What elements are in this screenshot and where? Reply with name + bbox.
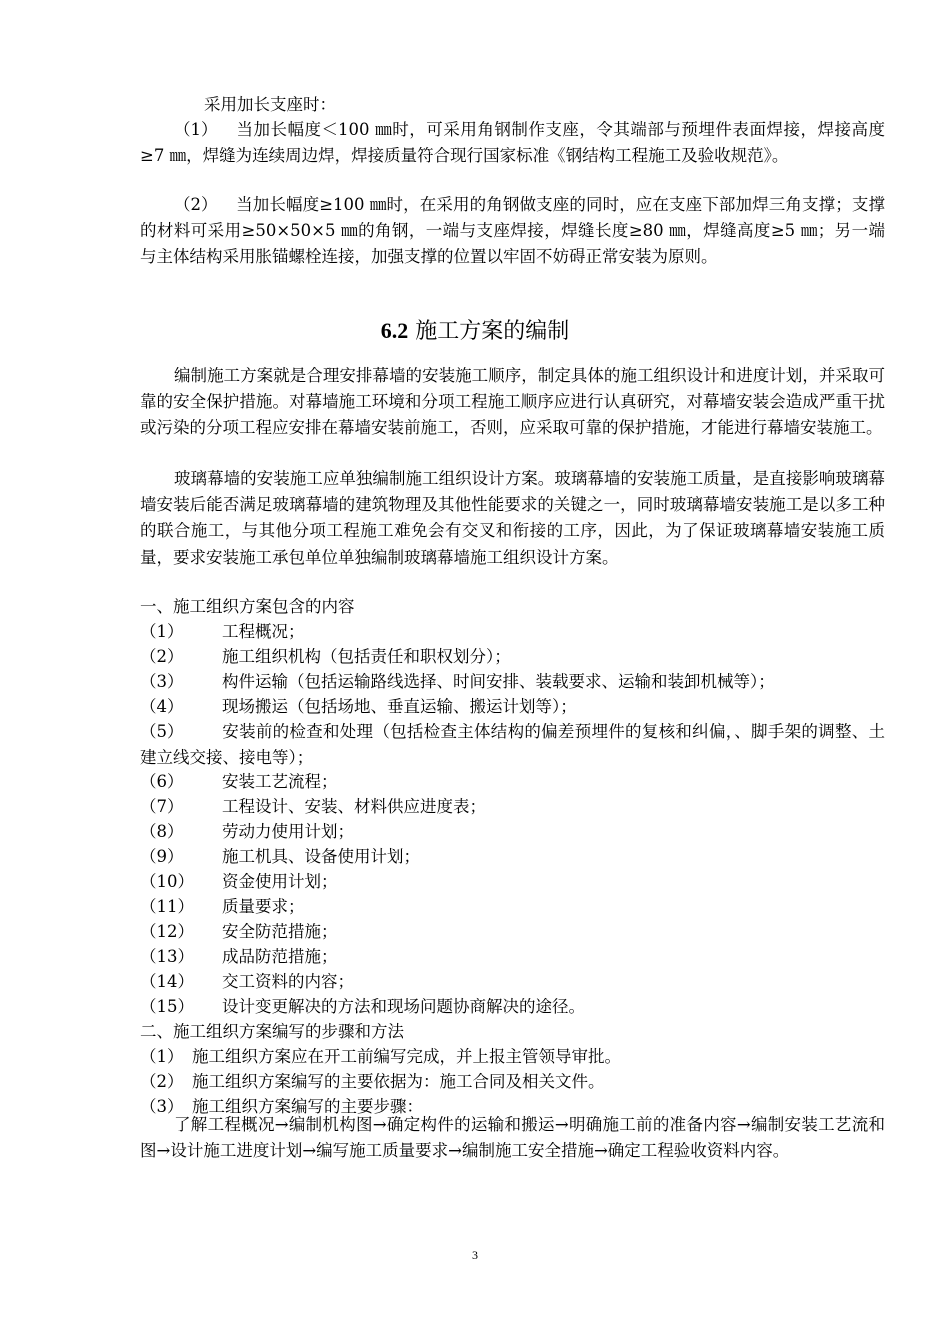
intro-item-2-text: 当加长幅度≥100 ㎜时，在采用的角钢做支座的同时，应在支座下部加焊三角支撑；支撑的材料可采用≥50×50×5 ㎜的角钢，一端与支座焊接，焊缝长度≥80 ㎜，焊缝高度≥5 ㎜；另一端与主体结构采用胀锚螺栓连接，加强支撑的位置以牢固不妨碍正常安装为原则。: [140, 195, 885, 267]
list1-item: [140, 969, 885, 995]
list1-item-text: 构件运输（包括运输路线选择、时间安排、装载要求、运输和装卸机械等）；: [222, 672, 775, 691]
list2-item: [140, 1069, 885, 1095]
paragraph-2: 玻璃幕墙的安装施工应单独编制施工组织设计方案。玻璃幕墙的安装施工质量，是直接影响玻璃幕墙安装后能否满足玻璃幕墙的建筑物理及其他性能要求的关键之一，同时玻璃幕墙安装施工是以多工种的联合施工，与其他分项工程施工难免会有交叉和衔接的工序，因此，为了保证玻璃幕墙安装施工质量，要求安装施工承包单位单独编制玻璃幕墙施工组织设计方案。: [140, 469, 885, 567]
list1-item-number: （1）: [140, 622, 184, 641]
list1-item-text: 质量要求；: [222, 897, 305, 916]
list1-item-number: （13）: [140, 947, 194, 966]
list1-item: [140, 819, 885, 845]
paragraph-1: 编制施工方案就是合理安排幕墙的安装施工顺序，制定具体的施工组织设计和进度计划，并采取可靠的安全保护措施。对幕墙施工环境和分项工程施工顺序应进行认真研究，对幕墙安装会造成严重干扰或污染的分项工程应安排在幕墙安装前施工，否则，应采取可靠的保护措施，才能进行幕墙安装施工。: [140, 366, 885, 438]
list2-heading: 二、施工组织方案编写的步骤和方法: [140, 1022, 404, 1041]
list1-item-text: 劳动力使用计划；: [222, 822, 354, 841]
list1-item-number: （12）: [140, 922, 194, 941]
list2-item-number: （2）: [140, 1072, 184, 1091]
list1-heading: 一、施工组织方案包含的内容: [140, 597, 355, 616]
intro-lead: 采用加长支座时：: [204, 95, 336, 114]
intro-item-1-text: 当加长幅度＜100 ㎜时，可采用角钢制作支座，令其端部与预埋件表面焊接，焊接高度≥7 ㎜，焊缝为连续周边焊，焊接质量符合现行国家标准《钢结构工程施工及验收规范》。: [140, 120, 885, 166]
list1-item: [140, 869, 885, 895]
list2-item-number: （3）: [140, 1097, 184, 1116]
list1-item-text: 安全防范措施；: [222, 922, 338, 941]
list1-item-number: （10）: [140, 872, 194, 891]
section-title: [0, 316, 950, 347]
list1-item-text: 资金使用计划；: [222, 872, 338, 891]
list2-item-text: 施工组织方案应在开工前编写完成，并上报主管领导审批。: [192, 1047, 621, 1066]
page-number: 3: [472, 1248, 478, 1262]
list1-item-text: 施工组织机构（包括责任和职权划分）；: [222, 647, 511, 666]
list1-item-text: 交工资料的内容；: [222, 972, 354, 991]
list1-item-number: （6）: [140, 772, 184, 791]
list2-item-text: 施工组织方案编写的主要依据为：施工合同及相关文件。: [192, 1072, 605, 1091]
intro-item-1-number: （1）: [174, 120, 218, 139]
list1-item-text: 安装前的检查和处理（包括检查主体结构的偏差预埋件的复核和纠偏，、脚手架的调整、土建立线交接、接电等）；: [140, 722, 885, 768]
list1-item-text: 安装工艺流程；: [222, 772, 338, 791]
steps-paragraph: 了解工程概况→编制机构图→确定构件的运输和搬运→明确施工前的准备内容→编制安装工艺流和图→设计施工进度计划→编写施工质量要求→编制施工安全措施→确定工程验收资料内容。: [140, 1115, 885, 1161]
list1-item-text: 现场搬运（包括场地、垂直运输、搬运计划等）；: [222, 697, 577, 716]
list1-item-number: （5）: [140, 722, 184, 741]
list1-item-text: 施工机具、设备使用计划；: [222, 847, 420, 866]
intro-item-1: [140, 117, 885, 169]
list1-item-number: （7）: [140, 797, 184, 816]
section-title-text: 施工方案的编制: [415, 319, 570, 344]
list1-item: [140, 994, 885, 1020]
list1-item-number: （2）: [140, 647, 184, 666]
list1-item-text: 设计变更解决的方法和现场问题协商解决的途径。: [222, 997, 585, 1016]
list1-item: [140, 669, 885, 695]
list1-item-number: （8）: [140, 822, 184, 841]
list1-item-text: 工程概况；: [222, 622, 305, 641]
intro-item-2-number: （2）: [174, 195, 218, 214]
list2-item-number: （1）: [140, 1047, 184, 1066]
list1-item-text: 工程设计、安装、材料供应进度表；: [222, 797, 486, 816]
section-number: 6.2: [380, 318, 409, 343]
list1-item: [140, 894, 885, 920]
list1-item: [140, 769, 885, 795]
list1-item-number: （4）: [140, 697, 184, 716]
list1-item: [140, 719, 885, 771]
list1-item: [140, 619, 885, 645]
intro-item-2: [140, 192, 885, 271]
list1-item-number: （3）: [140, 672, 184, 691]
list1-item: [140, 794, 885, 820]
list1-item-number: （9）: [140, 847, 184, 866]
list1-item: [140, 944, 885, 970]
list1-item: [140, 844, 885, 870]
list1-item-number: （11）: [140, 897, 194, 916]
list1-item-text: 成品防范措施；: [222, 947, 338, 966]
list1-item-number: （14）: [140, 972, 194, 991]
list2-item: [140, 1044, 885, 1070]
list2-item-text: 施工组织方案编写的主要步骤：: [192, 1097, 423, 1116]
list1-item: [140, 694, 885, 720]
list1-item: [140, 644, 885, 670]
list1-item-number: （15）: [140, 997, 194, 1016]
list1-item: [140, 919, 885, 945]
